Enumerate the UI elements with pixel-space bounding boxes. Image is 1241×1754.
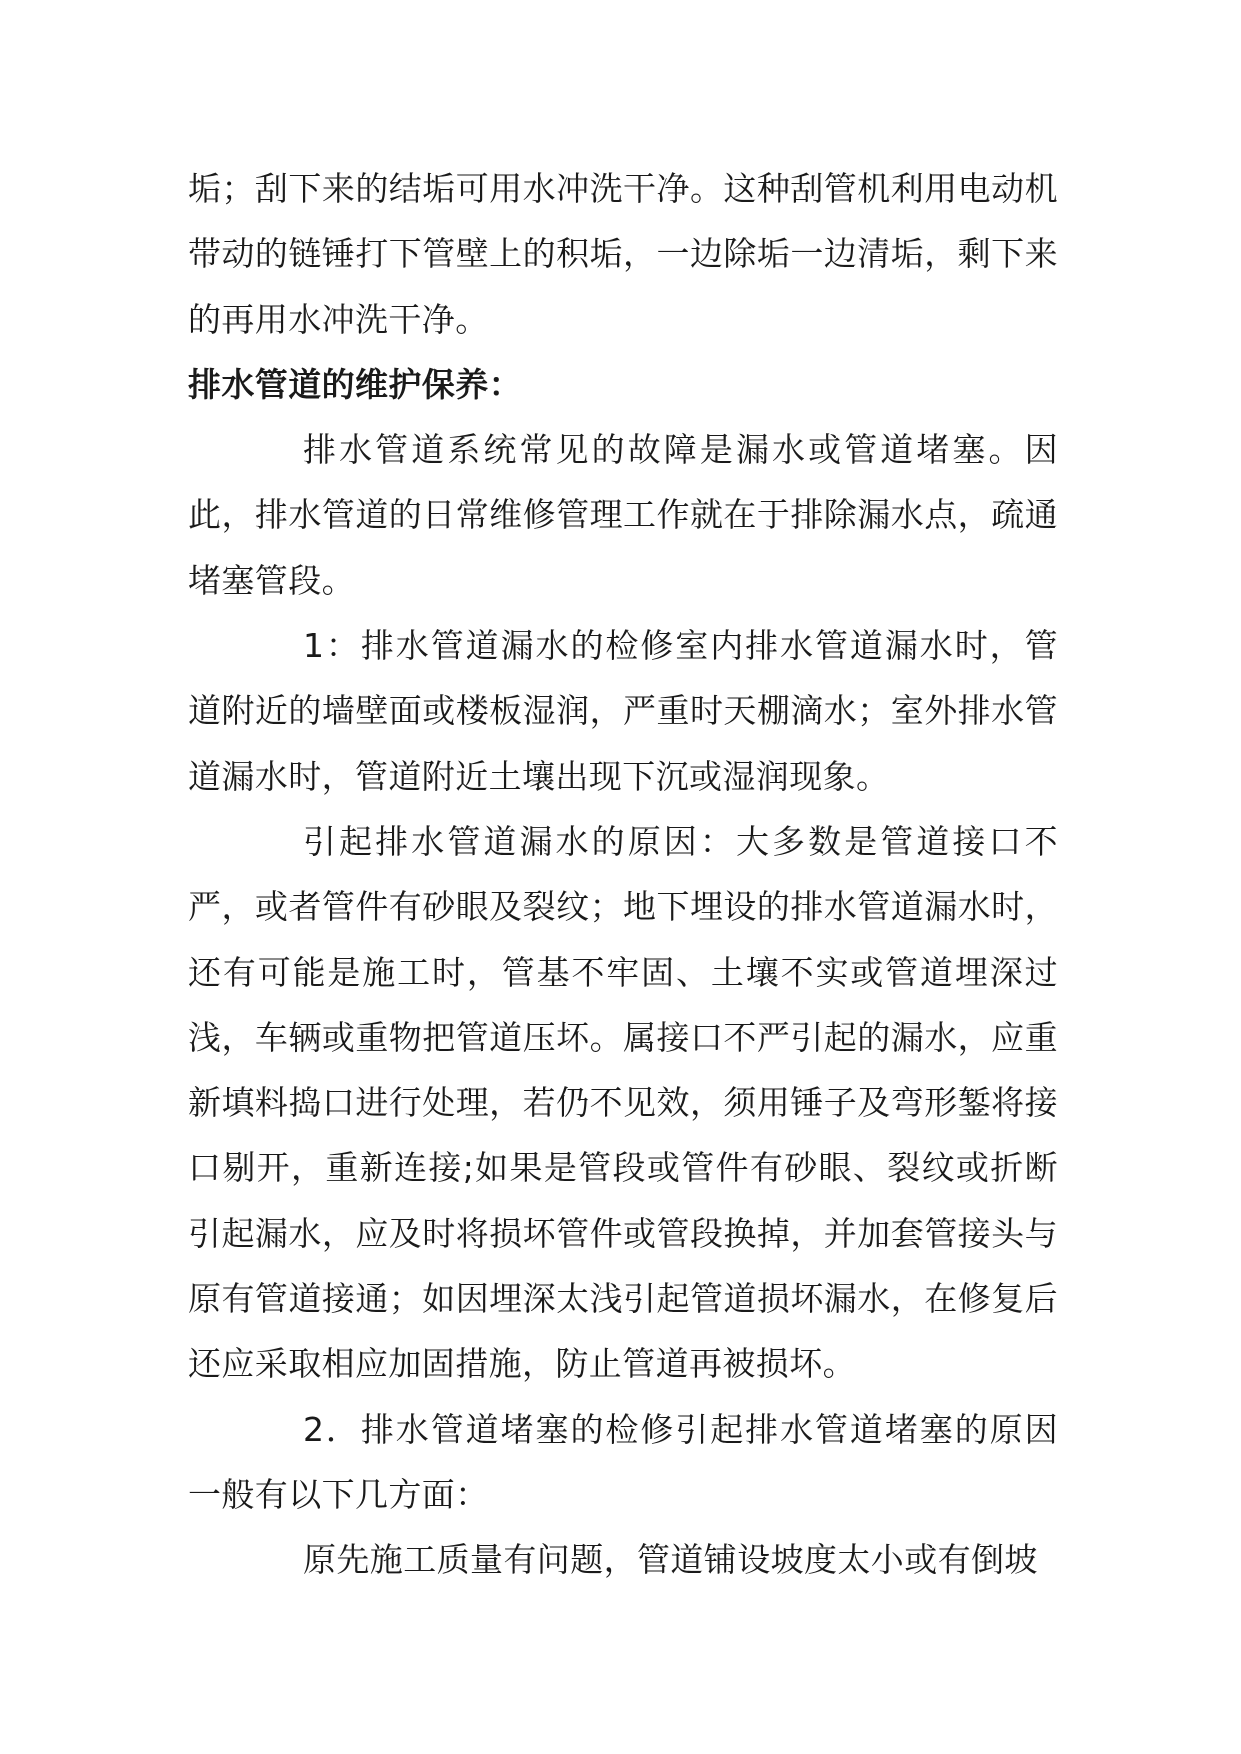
section-heading-drain-maintenance: 排水管道的维护保养： (188, 364, 522, 404)
paragraph-leak-repair: 1：排水管道漏水的检修室内排水管道漏水时，管道附近的墙壁面或楼板湿润，严重时天棚滴水；室外排水管道漏水时，管道附近土壤出现下沉或湿润现象。 (188, 626, 1058, 796)
paragraph-construction-quality: 原先施工质量有问题，管道铺设坡度太小或有倒坡 (303, 1540, 1038, 1580)
document-body (188, 156, 1058, 1593)
paragraph-blockage-repair: 2．排水管道堵塞的检修引起排水管道堵塞的原因一般有以下几方面： (188, 1409, 1058, 1514)
paragraph-leak-causes: 引起排水管道漏水的原因：大多数是管道接口不严，或者管件有砂眼及裂纹；地下埋设的排水管道漏水时，还有可能是施工时，管基不牢固、土壤不实或管道埋深过浅，车辆或重物把管道压坏。属接口不严引起的漏水，应重新填料捣口进行处理，若仍不见效，须用锤子及弯形錾将接口剔开，重新连接;如果是管段或管件有砂眼、裂纹或折断引起漏水，应及时将损坏管件或管段换掉，并加套管接头与原有管道接通；如因埋深太浅引起管道损坏漏水，在修复后还应采取相应加固措施，防止管道再被损坏。 (188, 821, 1058, 1384)
paragraph-common-faults: 排水管道系统常见的故障是漏水或管道堵塞。因此，排水管道的日常维修管理工作就在于排除漏水点，疏通堵塞管段。 (188, 430, 1058, 600)
paragraph-scraper-cleaning: 垢；刮下来的结垢可用水冲洗干净。这种刮管机利用电动机带动的链锤打下管壁上的积垢，一边除垢一边清垢，剩下来的再用水冲洗干净。 (188, 169, 1058, 339)
